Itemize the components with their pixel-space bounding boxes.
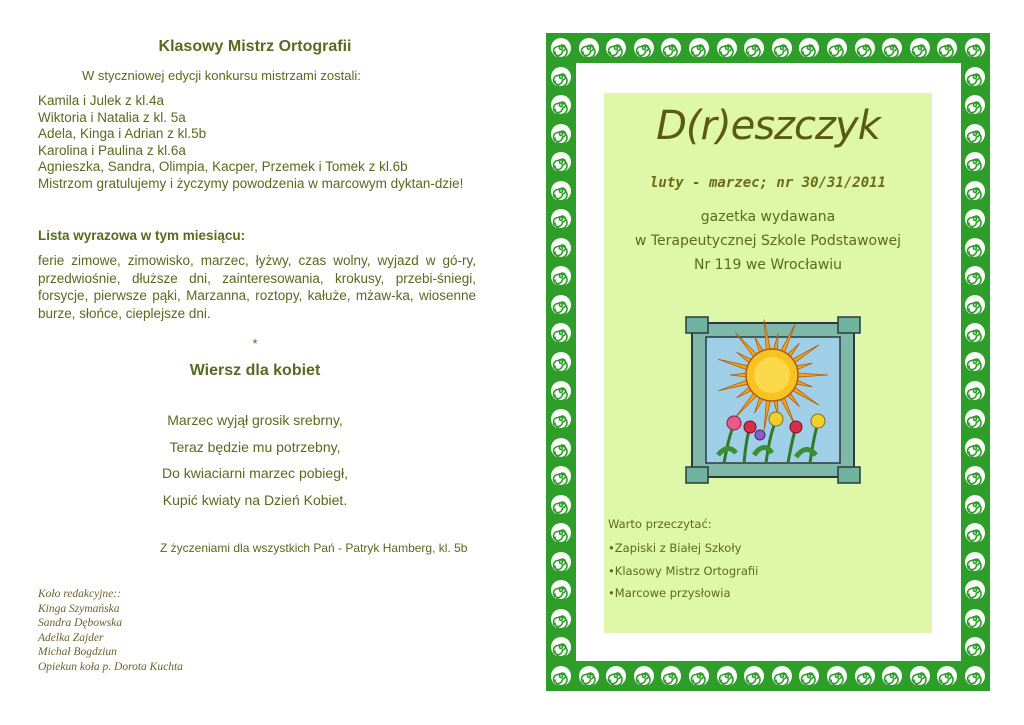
spiral-icon (743, 665, 765, 687)
spiral-icon (688, 37, 710, 59)
spiral-icon (964, 123, 986, 145)
spiral-icon (964, 551, 986, 573)
winner-line: Karolina i Paulina z kl.6a (38, 142, 186, 158)
subtitle-line: Nr 119 we Wrocławiu (693, 257, 843, 273)
spiral-icon (964, 437, 986, 459)
spiral-icon (605, 37, 627, 59)
winner-line: Kamila i Julek z kl.4a (38, 93, 165, 108)
winner-line: Wiktoria i Natalia z kl. 5a (38, 109, 186, 125)
spiral-icon (964, 351, 986, 373)
spiral-icon (605, 665, 627, 687)
spiral-icon (909, 665, 931, 687)
spiral-icon (660, 37, 682, 59)
spiral-icon (964, 237, 986, 259)
editor-name: Kinga Szymańska (38, 602, 120, 615)
spiral-icon (798, 665, 820, 687)
spiral-icon (964, 636, 986, 658)
spiral-icon (550, 151, 572, 173)
spiral-icon (550, 237, 572, 259)
spiral-icon (550, 380, 572, 402)
spiral-icon (881, 665, 903, 687)
separator: * (252, 336, 258, 351)
read-more-list (608, 541, 758, 609)
spiral-icon (633, 665, 655, 687)
poem-line: Teraz będzie mu potrzebny, (169, 438, 341, 455)
read-more-item: •Zapiski z Białej Szkoły (608, 541, 742, 555)
spiral-icon (550, 465, 572, 487)
spiral-icon (826, 37, 848, 59)
spiral-icon (550, 180, 572, 202)
spiral-icon (633, 37, 655, 59)
word-list-title: Lista wyrazowa w tym miesiącu: (38, 228, 246, 243)
spiral-icon (881, 37, 903, 59)
spiral-icon (716, 37, 738, 59)
read-more-item: •Marcowe przysłowia (608, 586, 731, 600)
spiral-icon (550, 551, 572, 573)
editor-name: Adelka Zajder (38, 631, 104, 644)
spiral-icon (798, 37, 820, 59)
contest-title: Klasowy Mistrz Ortografii (158, 38, 352, 55)
spiral-icon (550, 636, 572, 658)
editor-name: Michał Bogdziun (38, 646, 117, 659)
congratulations: Mistrzom gratulujemy i życzymy powodzenia w marcowym dyktan-dzie! (38, 175, 464, 191)
spiral-icon (964, 579, 986, 601)
spiral-icon (660, 665, 682, 687)
spiral-icon (550, 408, 572, 430)
spiral-icon (936, 665, 958, 687)
spiral-icon (743, 37, 765, 59)
winner-line: Agnieszka, Sandra, Olimpia, Kacper, Przemek i Tomek z kl.6b (38, 159, 408, 174)
editors-heading: Koło redakcyjne:: (38, 588, 121, 600)
spiral-icon (936, 37, 958, 59)
left-page (0, 0, 510, 725)
issue-info: luty - marzec; nr 30/31/2011 (649, 175, 886, 191)
sun-flowers-picture (684, 315, 862, 485)
subtitle-line: w Terapeutycznej Szkole Podstawowej (634, 233, 902, 249)
poem-title: Wiersz dla kobiet (189, 362, 321, 379)
spiral-icon (550, 94, 572, 116)
spiral-icon (964, 608, 986, 630)
poem-line: Kupić kwiaty na Dzień Kobiet. (162, 491, 348, 508)
spiral-icon (909, 37, 931, 59)
spiral-icon (578, 665, 600, 687)
poem-wishes: Z życzeniami dla wszystkich Pań - Patryk Hamberg, kl. 5b (160, 541, 468, 555)
spiral-icon (964, 265, 986, 287)
winners-list (38, 93, 478, 192)
spiral-icon (964, 465, 986, 487)
spiral-icon (550, 437, 572, 459)
spiral-icon (771, 37, 793, 59)
spiral-icon (771, 665, 793, 687)
spiral-icon (854, 37, 876, 59)
poem (0, 412, 510, 518)
editor-name: Sandra Dębowska (38, 617, 123, 630)
magazine-title: D(r)eszczyk (656, 103, 880, 149)
spiral-icon (550, 522, 572, 544)
spiral-icon (550, 208, 572, 230)
spiral-icon (964, 180, 986, 202)
spiral-icon (826, 665, 848, 687)
read-more-item: •Klasowy Mistrz Ortografii (608, 563, 759, 578)
spiral-icon (550, 37, 572, 59)
subtitle-line: gazetka wydawana (700, 209, 836, 225)
editorial-team (38, 587, 183, 675)
read-more-title: Warto przeczytać: (608, 517, 712, 531)
cover-panel (604, 93, 932, 633)
poem-line: Do kwiaciarni marzec pobiegł, (162, 465, 348, 481)
spiral-icon (964, 66, 986, 88)
spiral-icon (550, 66, 572, 88)
spiral-icon (964, 494, 986, 516)
editor-supervisor: Opiekun koła p. Dorota Kuchta (38, 660, 183, 673)
contest-intro: W styczniowej edycji konkursu mistrzami zostali: (82, 68, 361, 83)
cover-page (546, 33, 990, 691)
spiral-icon (716, 665, 738, 687)
spiral-icon (688, 665, 710, 687)
spiral-icon (550, 265, 572, 287)
spiral-icon (964, 94, 986, 116)
spiral-icon (854, 665, 876, 687)
spiral-icon (550, 608, 572, 630)
spiral-icon (964, 380, 986, 402)
word-list: ferie zimowe, zimowisko, marzec, łyżwy, czas wolny, wyjazd w gó-ry, przedwiośnie, dłuższe dni, zainteresowania, krokusy, przebi-śniegi, forsycje, pierwsze pąki, Marzanna, roztopy, kałuże, mżaw-ka, wiosenne burze, słońce, cieplejsze dni. (38, 253, 476, 321)
spiral-icon (550, 665, 572, 687)
spiral-icon (964, 208, 986, 230)
magazine-subtitle (604, 205, 932, 277)
spiral-icon (964, 408, 986, 430)
spiral-icon (578, 37, 600, 59)
winner-line: Adela, Kinga i Adrian z kl.5b (38, 126, 207, 141)
spiral-icon (550, 322, 572, 344)
poem-line: Marzec wyjął grosik srebrny, (167, 412, 343, 428)
spiral-icon (964, 151, 986, 173)
spiral-icon (964, 522, 986, 544)
spiral-icon (964, 294, 986, 316)
spiral-icon (550, 351, 572, 373)
spiral-icon (550, 294, 572, 316)
spiral-icon (550, 494, 572, 516)
spiral-icon (964, 37, 986, 59)
spiral-icon (550, 579, 572, 601)
spiral-icon (964, 322, 986, 344)
spiral-icon (964, 665, 986, 687)
spiral-icon (550, 123, 572, 145)
